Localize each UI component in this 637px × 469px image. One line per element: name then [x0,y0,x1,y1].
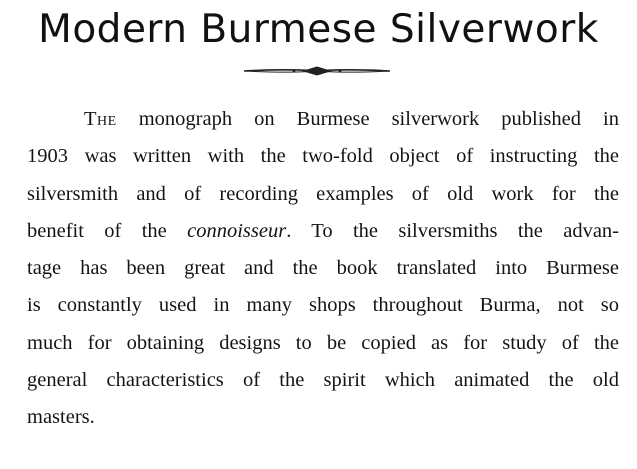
text-line: is constantly used in many shops throughout Burma, not so [27,294,619,317]
text-line-segment: benefit of the [27,219,188,242]
italic-word: connoisseur [187,219,287,242]
text-line: silversmith and of recording examples of old work for the [27,182,619,205]
text-line: masters. [27,406,95,429]
text-line: 1903 was written with the two-fold object of instructing the [27,145,619,168]
text-line: much for obtaining designs to be copied as for study of the [27,331,619,354]
small-caps-opening: The [84,108,117,130]
text-line-segment: . To the silversmiths the advan- [286,219,620,242]
body-paragraph [27,101,619,437]
text-line: general characteristics of the spirit which animated the old [27,369,619,392]
text-line-segment: monograph on Burmese silverwork published in [116,108,619,130]
text-line [27,101,619,138]
ornament-divider [242,64,392,78]
text-line [27,213,619,250]
text-line: tage has been great and the book translated into Burmese [27,257,619,280]
page-title: Modern Burmese Silverwork [38,7,599,52]
